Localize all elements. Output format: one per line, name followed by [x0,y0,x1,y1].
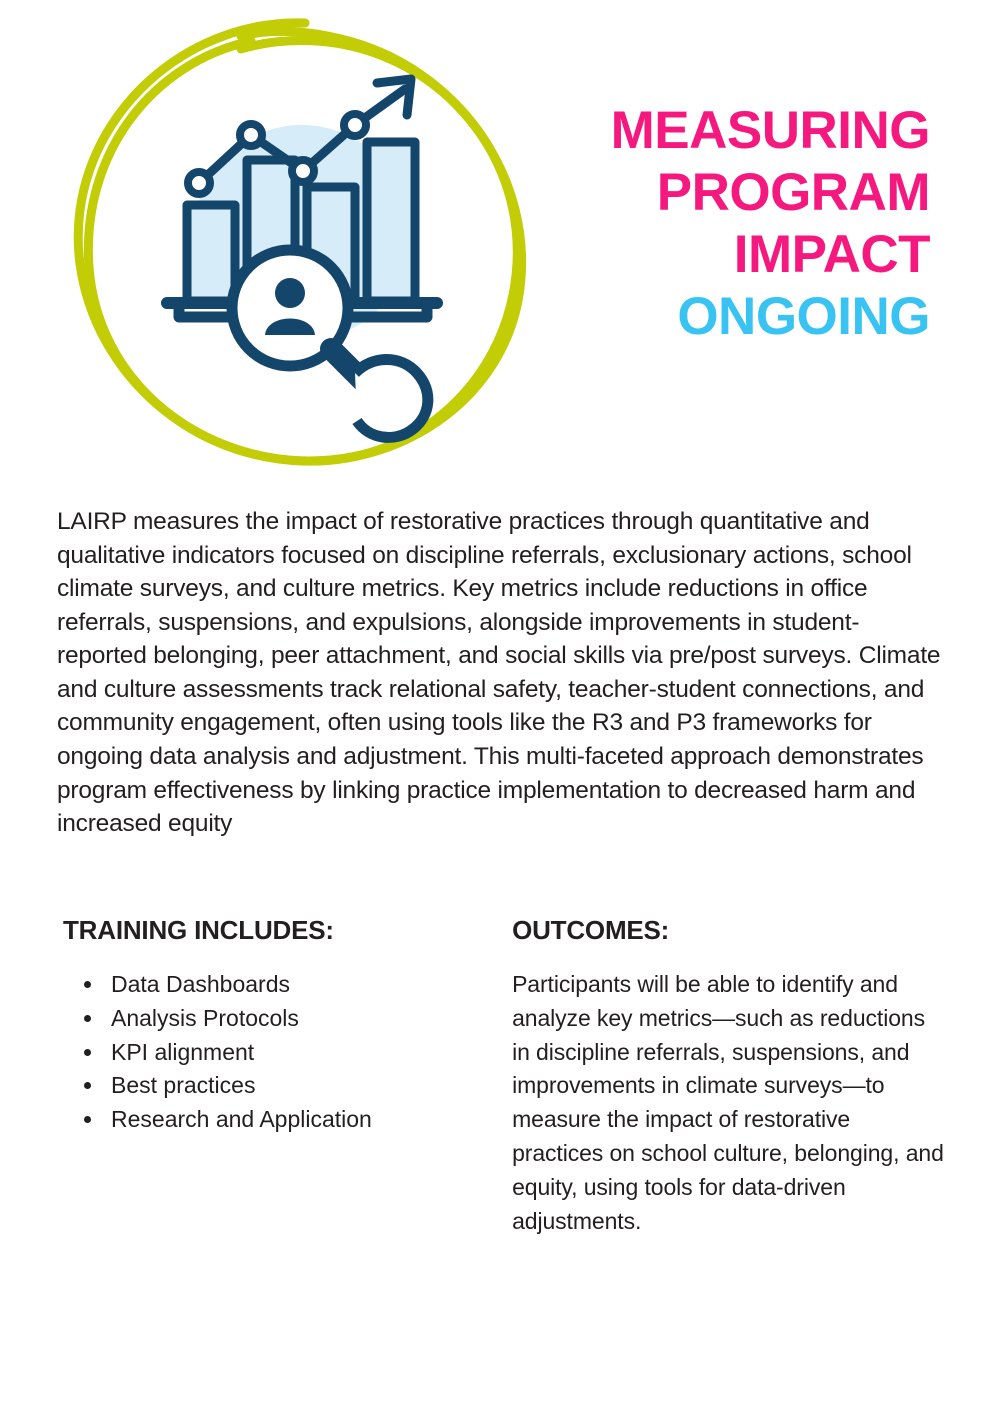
details-columns [57,915,947,1238]
list-item: • Data Dashboards [105,968,482,1002]
intro-paragraph: LAIRP measures the impact of restorative practices through quantitative and qualitative indicators focused on discipline referrals, exclusionary actions, school climate surveys, and culture metrics. Key metrics include reductions in office referrals, suspensions, and expulsions, alongside improvements in student-reported belonging, peer attachment, and social skills via pre/post surveys. Climate and culture assessments track relational safety, teacher-student connections, and community engagement, often using tools like the R3 and P3 frameworks for ongoing data analysis and adjustment. This multi-faceted approach demonstrates program effectiveness by linking practice implementation to decreased harm and increased equity [57,508,941,838]
header [0,0,1000,490]
title-line-3: IMPACT [733,225,930,284]
list-item: • KPI alignment [105,1036,482,1070]
title-line-4: ONGOING [677,287,930,346]
title-line-1: MEASURING [610,101,930,160]
outcomes-heading: OUTCOMES: [512,915,670,945]
page-title [510,100,930,348]
badge-illustration [55,5,545,480]
training-heading: TRAINING INCLUDES: [63,915,334,945]
title-line-2: PROGRAM [656,163,930,222]
list-item: • Analysis Protocols [105,1002,482,1036]
training-list [57,968,482,1137]
outcomes-column [512,915,947,1238]
training-column [57,915,482,1238]
list-item: • Research and Application [105,1103,482,1137]
outcomes-text: Participants will be able to identify and analyze key metrics—such as reductions in discipline referrals, suspensions, and improvements in climate surveys—to measure the impact of restorative practices on school culture, belonging, and equity, using tools for data-driven adjustments. [512,971,944,1234]
list-item: • Best practices [105,1069,482,1103]
